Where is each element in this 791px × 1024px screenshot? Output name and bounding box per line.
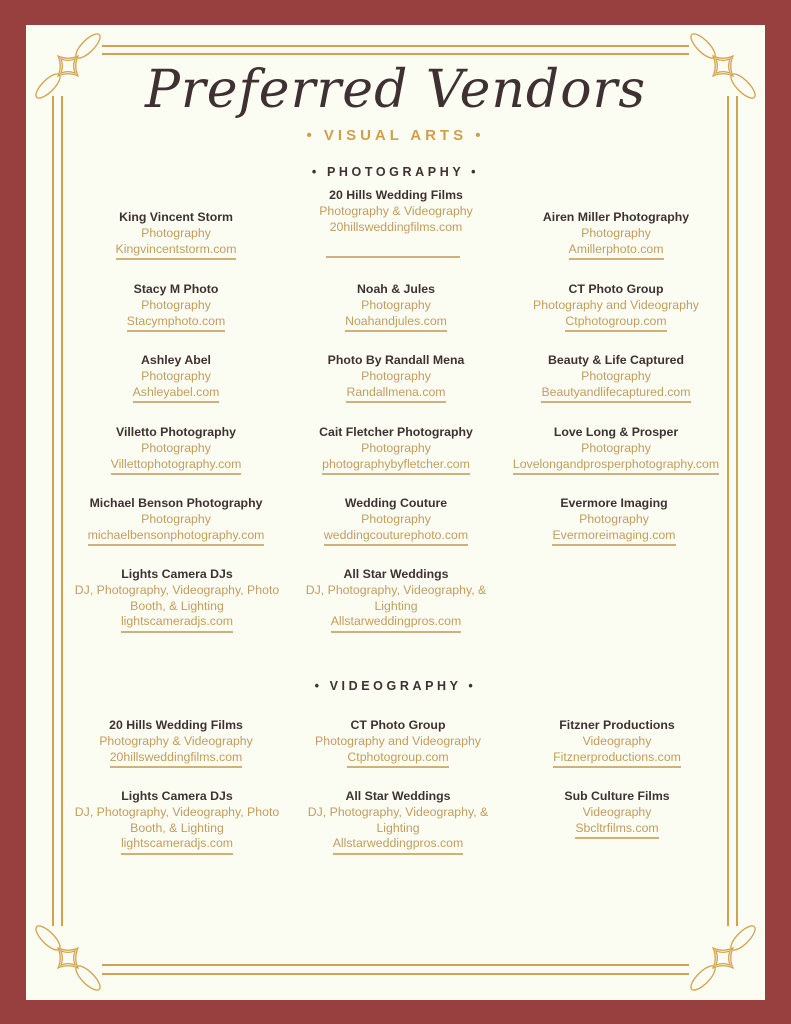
vendor-name: Wedding Couture — [344, 496, 448, 510]
section-heading-videography: • VIDEOGRAPHY • — [314, 679, 477, 693]
vendor-category: Photography — [361, 368, 431, 383]
vendor-card — [281, 353, 511, 403]
vendor-category: DJ, Photography, Videography, Photo Booth, & Lighting — [74, 804, 280, 835]
vendor-category: Photography — [141, 511, 211, 526]
border-top-line-outer — [102, 45, 689, 47]
vendor-card — [499, 496, 729, 546]
vendor-name: 20 Hills Wedding Films — [109, 718, 243, 732]
vendor-website-link[interactable]: 20hillsweddingfilms.com — [110, 750, 243, 769]
vendor-category: Videography — [582, 733, 652, 748]
vendor-card — [502, 789, 732, 839]
vendor-category: Photography and Videography — [533, 297, 699, 312]
vendor-card — [300, 567, 492, 633]
vendor-website-link[interactable]: Kingvincentstorm.com — [116, 242, 237, 261]
vendor-name: Evermore Imaging — [560, 496, 668, 510]
vendor-name: Airen Miller Photography — [542, 210, 690, 224]
vendor-card — [71, 567, 283, 633]
border-right-line-outer — [736, 96, 738, 926]
vendor-card — [501, 282, 731, 332]
vendor-category: DJ, Photography, Videography, & Lighting — [307, 804, 489, 835]
vendor-name: All Star Weddings — [345, 789, 451, 803]
vendor-website-link[interactable]: Villettophotography.com — [111, 457, 242, 476]
vendor-website-link[interactable]: michaelbensonphotography.com — [88, 528, 265, 547]
vendor-name: Cait Fletcher Photography — [319, 425, 473, 439]
vendor-category: Photography & Videography — [99, 733, 253, 748]
vendor-card — [281, 282, 511, 332]
vendor-card — [61, 425, 291, 475]
section-heading-photography: • PHOTOGRAPHY • — [311, 165, 480, 179]
vendor-name: Michael Benson Photography — [89, 496, 263, 510]
border-bottom-line-outer — [102, 973, 689, 975]
vendor-website-link[interactable]: Noahandjules.com — [345, 314, 447, 333]
vendor-category: DJ, Photography, Videography, & Lighting — [305, 582, 487, 613]
vendor-name: CT Photo Group — [568, 282, 664, 296]
vendor-website-link[interactable]: Amillerphoto.com — [569, 242, 664, 261]
vendor-name: Ashley Abel — [141, 353, 211, 367]
vendor-website-link[interactable]: 20hillsweddingfilms.com — [329, 219, 463, 234]
vendor-card — [281, 425, 511, 475]
vendor-card — [61, 282, 291, 332]
border-top-line-inner — [102, 53, 689, 55]
vendor-card — [281, 188, 511, 235]
vendor-name: Love Long & Prosper — [553, 425, 679, 439]
vendor-website-link[interactable]: lightscameradjs.com — [121, 614, 233, 633]
vendor-website-link[interactable]: Allstarweddingpros.com — [333, 836, 464, 855]
vendor-category: Photography — [581, 440, 651, 455]
vendor-website-link[interactable]: weddingcouturephoto.com — [324, 528, 468, 547]
vendor-website-link[interactable]: Ashleyabel.com — [133, 385, 220, 404]
vendor-name: Fitzner Productions — [559, 718, 675, 732]
vendor-card — [501, 210, 731, 260]
border-bottom-line-inner — [102, 964, 689, 966]
vendor-category: Photography — [579, 511, 649, 526]
corner-ornament-bottom-left-icon — [32, 922, 104, 994]
corner-ornament-bottom-right-icon — [687, 922, 759, 994]
vendor-name: Stacy M Photo — [133, 282, 219, 296]
vendor-name: Sub Culture Films — [564, 789, 670, 803]
vendor-website-link[interactable]: Randallmena.com — [346, 385, 445, 404]
vendor-name: King Vincent Storm — [119, 210, 233, 224]
vendor-card — [302, 789, 494, 855]
vendor-website-link[interactable]: Allstarweddingpros.com — [331, 614, 462, 633]
vendor-name: Villetto Photography — [115, 425, 236, 439]
vendor-website-link[interactable]: Ctphotogroup.com — [565, 314, 666, 333]
vendor-website-link[interactable]: photographybyfletcher.com — [322, 457, 470, 476]
vendor-card — [501, 353, 731, 403]
underline-divider — [326, 256, 460, 258]
vendor-card — [283, 718, 513, 768]
vendor-name: Lights Camera DJs — [121, 789, 233, 803]
vendor-card — [71, 789, 283, 855]
vendor-category: Photography and Videography — [315, 733, 481, 748]
page-title: Preferred Vendors — [144, 60, 647, 120]
vendor-card — [281, 496, 511, 546]
vendor-category: Photography — [141, 297, 211, 312]
vendor-card — [502, 718, 732, 768]
vendor-category: Photography — [361, 297, 431, 312]
vendor-website-link[interactable]: Ctphotogroup.com — [347, 750, 448, 769]
page-subtitle: • VISUAL ARTS • — [306, 127, 485, 144]
vendor-name: All Star Weddings — [343, 567, 449, 581]
vendor-website-link[interactable]: Lovelongandprosperphotography.com — [513, 457, 719, 476]
vendor-website-link[interactable]: Sbcltrfilms.com — [575, 821, 658, 840]
vendor-name: Lights Camera DJs — [121, 567, 233, 581]
vendor-website-link[interactable]: Beautyandlifecaptured.com — [541, 385, 690, 404]
vendor-category: Photography — [141, 225, 211, 240]
vendor-category: DJ, Photography, Videography, Photo Booth, & Lighting — [74, 582, 280, 613]
vendor-website-link[interactable]: Evermoreimaging.com — [552, 528, 675, 547]
vendor-category: Photography — [581, 225, 651, 240]
vendor-category: Photography — [141, 368, 211, 383]
vendor-card — [46, 496, 306, 546]
vendor-name: Beauty & Life Captured — [548, 353, 684, 367]
vendor-website-link[interactable]: lightscameradjs.com — [121, 836, 233, 855]
vendor-card — [61, 210, 291, 260]
vendor-category: Photography — [361, 511, 431, 526]
vendor-category: Photography — [141, 440, 211, 455]
vendor-name: CT Photo Group — [350, 718, 446, 732]
vendor-category: Photography — [361, 440, 431, 455]
vendor-website-link[interactable]: Fitznerproductions.com — [553, 750, 681, 769]
vendor-category: Photography & Videography — [319, 203, 473, 218]
vendor-name: Noah & Jules — [357, 282, 435, 296]
vendor-website-link[interactable]: Stacymphoto.com — [127, 314, 225, 333]
vendor-name: 20 Hills Wedding Films — [329, 188, 463, 202]
vendor-card — [486, 425, 746, 475]
vendor-card — [61, 353, 291, 403]
vendor-name: Photo By Randall Mena — [327, 353, 465, 367]
vendor-card — [61, 718, 291, 768]
vendor-category: Photography — [581, 368, 651, 383]
vendor-category: Videography — [582, 804, 652, 819]
